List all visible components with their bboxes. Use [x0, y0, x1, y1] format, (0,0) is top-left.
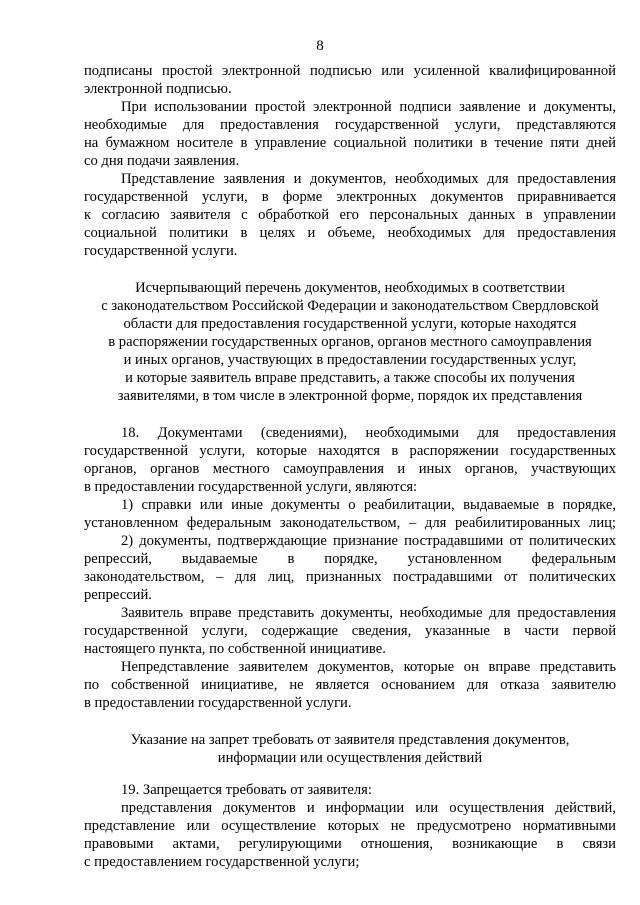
paragraph-gap [84, 712, 616, 731]
text-line: репрессий, выдаваемые в порядке, установленном федеральным [84, 551, 616, 567]
text-line: законодательством, – для лиц, признанных пострадавшими от политических [84, 569, 616, 585]
heading-line: заявителями, в том числе в электронной форме, порядок их представления [117, 388, 583, 404]
text-line: к согласию заявителя с обработкой его персональных данных в управлении [84, 207, 616, 223]
text-line: в предоставлении государственной услуги. [84, 695, 352, 711]
text-line: 19. Запрещается требовать от заявителя: [121, 782, 372, 798]
document-body [84, 62, 616, 871]
text-line: необходимые для предоставления государственной услуги, представляются [84, 117, 616, 133]
text-line: 1) справки или иные документы о реабилитации, выдаваемые в порядке, [121, 497, 616, 513]
text-line: представление или осуществление которых не предусмотрено нормативными [84, 818, 616, 834]
text-line: 2) документы, подтверждающие признание пострадавшими от политических [121, 533, 616, 549]
text-line: с предоставлением государственной услуги; [84, 854, 360, 870]
text-line: по собственной инициативе, не является основанием для отказа заявителю [84, 677, 616, 693]
heading-line: Исчерпывающий перечень документов, необходимых в соответствии [135, 280, 565, 296]
text-line: государственной услуги. [84, 243, 238, 259]
text-line: государственной услуги, в форме электронных документов приравнивается [84, 189, 616, 205]
heading-line: в распоряжении государственных органов, органов местного самоуправления [108, 334, 592, 350]
text-line: в предоставлении государственной услуги, являются: [84, 479, 418, 495]
heading-line: и которые заявитель вправе представить, а также способы их получения [125, 370, 575, 386]
text-line: подписаны простой электронной подписью или усиленной квалифицированной [84, 63, 616, 79]
text-line: социальной политики в целях и объеме, необходимых для предоставления [84, 225, 616, 241]
text-line: органов, органов местного самоуправления и иных органов, участвующих [84, 461, 616, 477]
heading-line: Указание на запрет требовать от заявителя представления документов, [130, 732, 570, 748]
paragraph-gap [84, 260, 616, 279]
text-line: репрессий. [84, 587, 152, 603]
paragraph-gap [84, 767, 616, 781]
text-line: Заявитель вправе представить документы, необходимые для предоставления [121, 605, 616, 621]
text-line: государственной услуги, которые находятся в распоряжении государственных [84, 443, 616, 459]
text-line: 18. Документами (сведениями), необходимыми для предоставления [121, 425, 616, 441]
text-line: Представление заявления и документов, необходимых для предоставления [121, 171, 616, 187]
text-line: электронной подписью. [84, 81, 232, 97]
text-line: Непредставление заявителем документов, которые он вправе представить [121, 659, 616, 675]
text-line: правовыми актами, регулирующими отношения, возникающие в связи [84, 836, 616, 852]
text-line: При использовании простой электронной подписи заявление и документы, [121, 99, 616, 115]
text-line: государственной услуги, содержащие сведения, указанные в части первой [84, 623, 616, 639]
text-line: со дня подачи заявления. [84, 153, 240, 169]
page-number: 8 [316, 38, 324, 54]
heading-line: информации или осуществления действий [217, 750, 483, 766]
heading-line: и иных органов, участвующих в предоставлении государственных услуг, [123, 352, 577, 368]
heading-line: с законодательством Российской Федерации и законодательством Свердловской [101, 298, 599, 314]
heading-line: области для предоставления государственной услуги, которые находятся [123, 316, 577, 332]
text-line: представления документов и информации или осуществления действий, [121, 800, 616, 816]
text-line: настоящего пункта, по собственной инициативе. [84, 641, 386, 657]
text-line: на бумажном носителе в управление социальной политики в течение пяти дней [84, 135, 616, 151]
text-line: установленном федеральным законодательством, – для реабилитированных лиц; [84, 515, 616, 531]
paragraph-gap [84, 405, 616, 424]
